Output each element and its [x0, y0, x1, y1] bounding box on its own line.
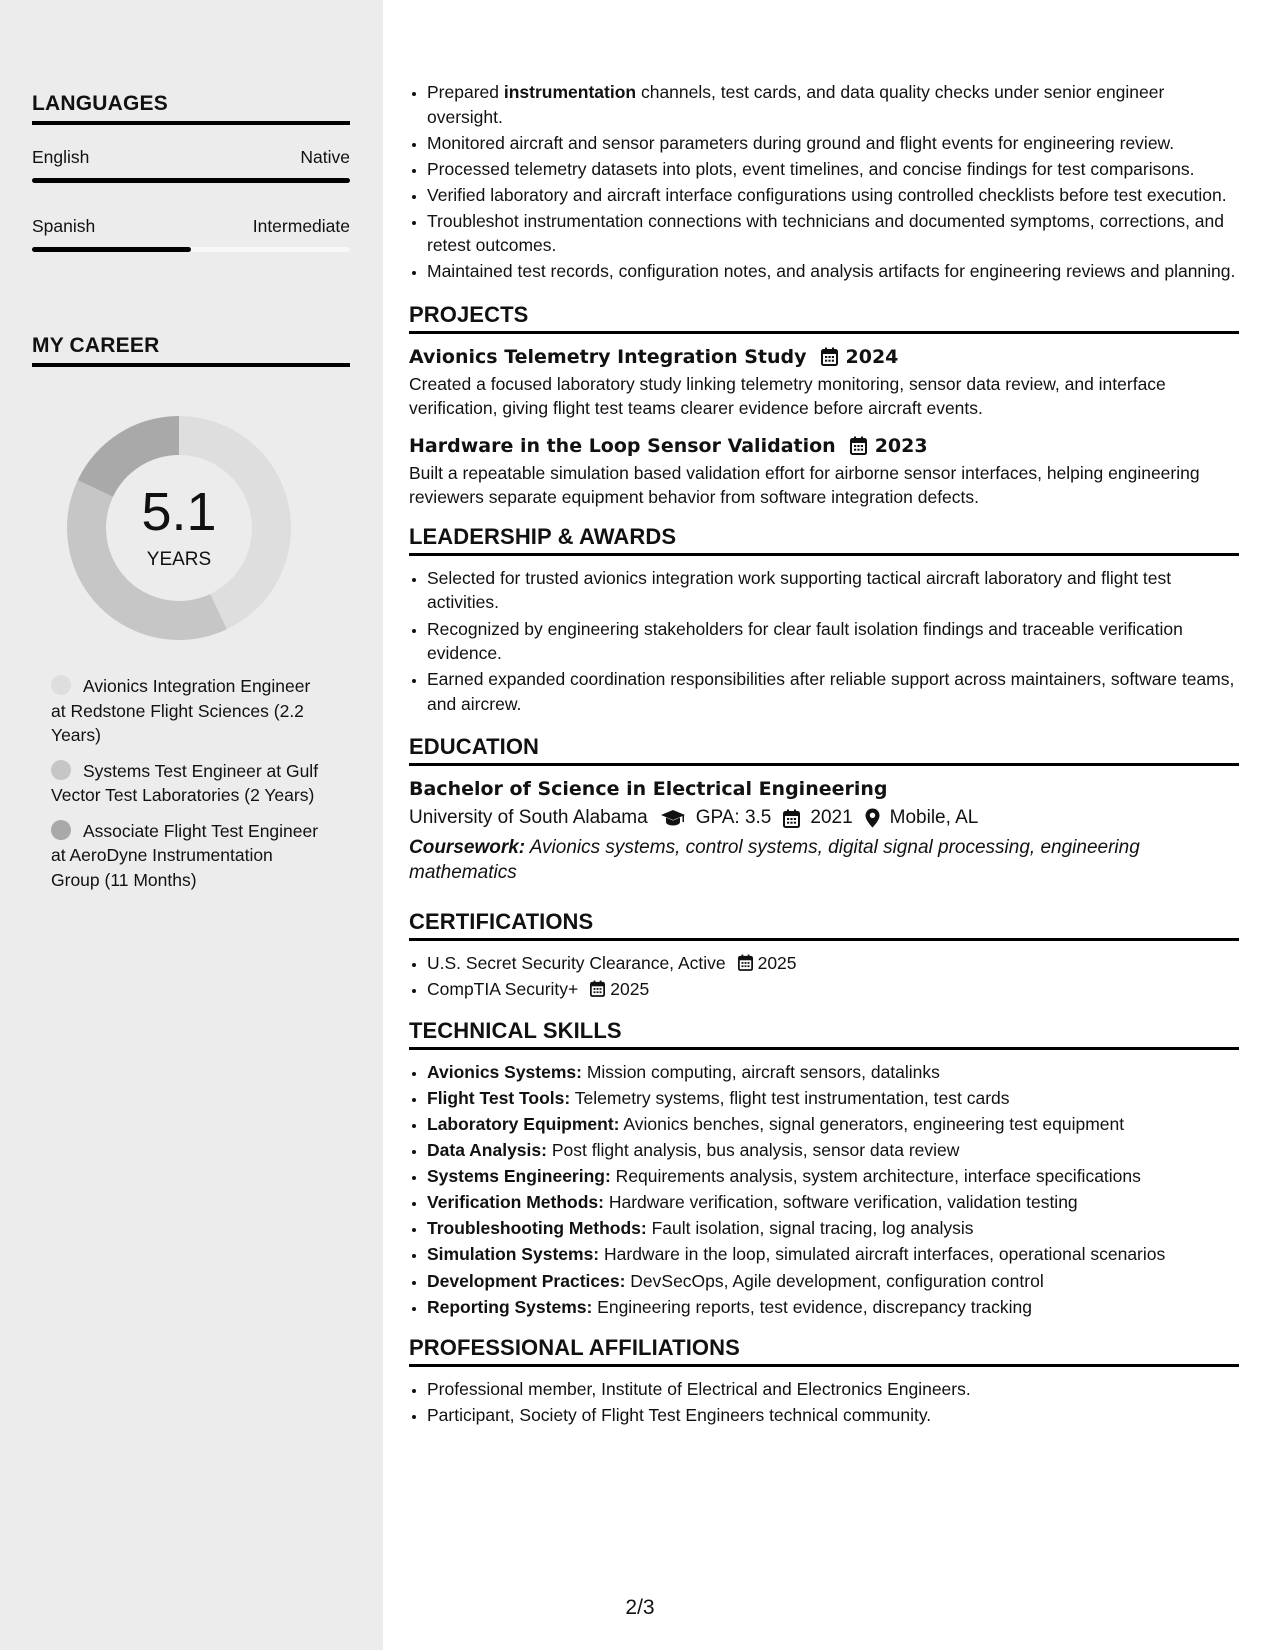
- language-level: Native: [300, 147, 350, 167]
- language-proficiency-fill: [32, 178, 350, 183]
- language-proficiency-fill: [32, 247, 191, 252]
- language-spanish: [32, 216, 350, 252]
- page-number: 2/3: [625, 1596, 655, 1619]
- experience-bullet: • Monitored aircraft and sensor parameters during ground and flight events for engineering review.: [427, 131, 1239, 156]
- project-year: 2023: [874, 434, 928, 457]
- skill-item: • Simulation Systems: Hardware in the loop, simulated aircraft interfaces, operational scenarios: [427, 1242, 1239, 1267]
- career-legend: [51, 674, 326, 903]
- education-gpa: GPA: 3.5: [695, 807, 772, 829]
- project-name: Avionics Telemetry Integration Study: [409, 345, 807, 368]
- leadership-bullet: • Recognized by engineering stakeholders for clear fault isolation findings and traceable verification evidence.: [427, 617, 1239, 666]
- project-item: [409, 433, 1239, 510]
- projects-title: PROJECTS: [409, 302, 1239, 334]
- leadership-bullets: [409, 566, 1239, 716]
- graduation-cap-icon: [660, 809, 686, 827]
- language-proficiency-bar: [32, 247, 350, 252]
- education-title: EDUCATION: [409, 734, 1239, 766]
- career-legend-item: [51, 674, 326, 748]
- languages-section: [32, 92, 350, 252]
- legend-dot-icon: [51, 820, 71, 840]
- career-donut-chart: [64, 413, 294, 643]
- experience-bullet: • Processed telemetry datasets into plots, event timelines, and concise findings for test comparisons.: [427, 157, 1239, 182]
- calendar-icon: [850, 436, 867, 455]
- skill-item: • Development Practices: DevSecOps, Agile development, configuration control: [427, 1269, 1239, 1294]
- career-legend-item: [51, 759, 326, 808]
- certifications-list: [409, 951, 1239, 1002]
- career-role-label: Avionics Integration Engineer at Redstone Flight Sciences (2.2 Years): [51, 676, 311, 745]
- skill-item: • Laboratory Equipment: Avionics benches, signal generators, engineering test equipment: [427, 1112, 1239, 1137]
- calendar-icon: [738, 954, 753, 971]
- experience-bullet: • Maintained test records, configuration notes, and analysis artifacts for engineering reviews and planning.: [427, 259, 1239, 284]
- experience-bullets: [409, 80, 1239, 284]
- project-description: Built a repeatable simulation based validation effort for airborne sensor interfaces, helping engineering reviewers separate equipment behavior from software integration defects.: [409, 462, 1200, 508]
- language-name: English: [32, 147, 90, 167]
- experience-bullet: • Prepared instrumentation channels, test cards, and data quality checks under senior engineer oversight.: [427, 80, 1239, 129]
- project-item: [409, 344, 1239, 421]
- legend-dot-icon: [51, 760, 71, 780]
- experience-bullet: • Troubleshot instrumentation connections with technicians and documented symptoms, corrections, and retest outcomes.: [427, 209, 1239, 258]
- career-role-label: Systems Test Engineer at Gulf Vector Test Laboratories (2 Years): [51, 760, 319, 805]
- language-level: Intermediate: [252, 216, 350, 236]
- skills-title: TECHNICAL SKILLS: [409, 1018, 1239, 1050]
- languages-title: LANGUAGES: [32, 92, 350, 125]
- leadership-bullet: • Earned expanded coordination responsibilities after reliable support across maintainers, software teams, and aircrew.: [427, 667, 1239, 716]
- project-year: 2024: [845, 345, 899, 368]
- project-name: Hardware in the Loop Sensor Validation: [409, 434, 836, 457]
- career-total-value: 5.1: [141, 482, 217, 542]
- main-content: [409, 80, 1239, 1429]
- affiliations-title: PROFESSIONAL AFFILIATIONS: [409, 1335, 1239, 1367]
- skill-item: • Reporting Systems: Engineering reports, test evidence, discrepancy tracking: [427, 1295, 1239, 1320]
- skill-item: • Flight Test Tools: Telemetry systems, flight test instrumentation, test cards: [427, 1086, 1239, 1111]
- skill-item: • Troubleshooting Methods: Fault isolation, signal tracing, log analysis: [427, 1216, 1239, 1241]
- certifications-title: CERTIFICATIONS: [409, 909, 1239, 941]
- affiliations-list: [409, 1377, 1239, 1428]
- experience-bullet: • Verified laboratory and aircraft interface configurations using controlled checklists before test execution.: [427, 183, 1239, 208]
- leadership-bullet: • Selected for trusted avionics integration work supporting tactical aircraft laboratory and flight test activities.: [427, 566, 1239, 615]
- leadership-title: LEADERSHIP & AWARDS: [409, 524, 1239, 556]
- career-legend-item: [51, 819, 326, 893]
- career-total-unit: YEARS: [146, 549, 212, 570]
- calendar-icon: [821, 347, 838, 366]
- legend-dot-icon: [51, 675, 71, 695]
- calendar-icon: [590, 980, 605, 997]
- affiliation-item: • Professional member, Institute of Electrical and Electronics Engineers.: [427, 1377, 1239, 1402]
- career-title: MY CAREER: [32, 334, 350, 367]
- education-location: Mobile, AL: [889, 807, 979, 829]
- skill-item: • Verification Methods: Hardware verification, software verification, validation testing: [427, 1190, 1239, 1215]
- education-coursework: Coursework: Avionics systems, control systems, digital signal processing, engineering mathematics: [409, 837, 1140, 883]
- education-degree: Bachelor of Science in Electrical Engineering: [409, 778, 888, 801]
- certification-item: • CompTIA Security+ 2025: [427, 977, 1239, 1002]
- language-name: Spanish: [32, 216, 96, 236]
- map-pin-icon: [865, 808, 880, 828]
- calendar-icon: [783, 809, 800, 828]
- skill-item: • Avionics Systems: Mission computing, aircraft sensors, datalinks: [427, 1060, 1239, 1085]
- career-role-label: Associate Flight Test Engineer at AeroDyne Instrumentation Group (11 Months): [51, 820, 319, 890]
- education-item: [409, 776, 1239, 885]
- skills-list: [409, 1060, 1239, 1319]
- sidebar: [0, 0, 383, 1650]
- project-description: Created a focused laboratory study linking telemetry monitoring, sensor data review, and interface verification, giving flight test teams clearer evidence before aircraft events.: [409, 373, 1166, 419]
- affiliation-item: • Participant, Society of Flight Test Engineers technical community.: [427, 1403, 1239, 1428]
- education-school: University of South Alabama: [409, 807, 648, 829]
- language-english: [32, 147, 350, 183]
- education-year: 2021: [810, 807, 853, 829]
- skill-item: • Systems Engineering: Requirements analysis, system architecture, interface specifications: [427, 1164, 1239, 1189]
- career-section: [32, 334, 350, 367]
- language-proficiency-bar: [32, 178, 350, 183]
- skill-item: • Data Analysis: Post flight analysis, bus analysis, sensor data review: [427, 1138, 1239, 1163]
- certification-item: • U.S. Secret Security Clearance, Active 2025: [427, 951, 1239, 976]
